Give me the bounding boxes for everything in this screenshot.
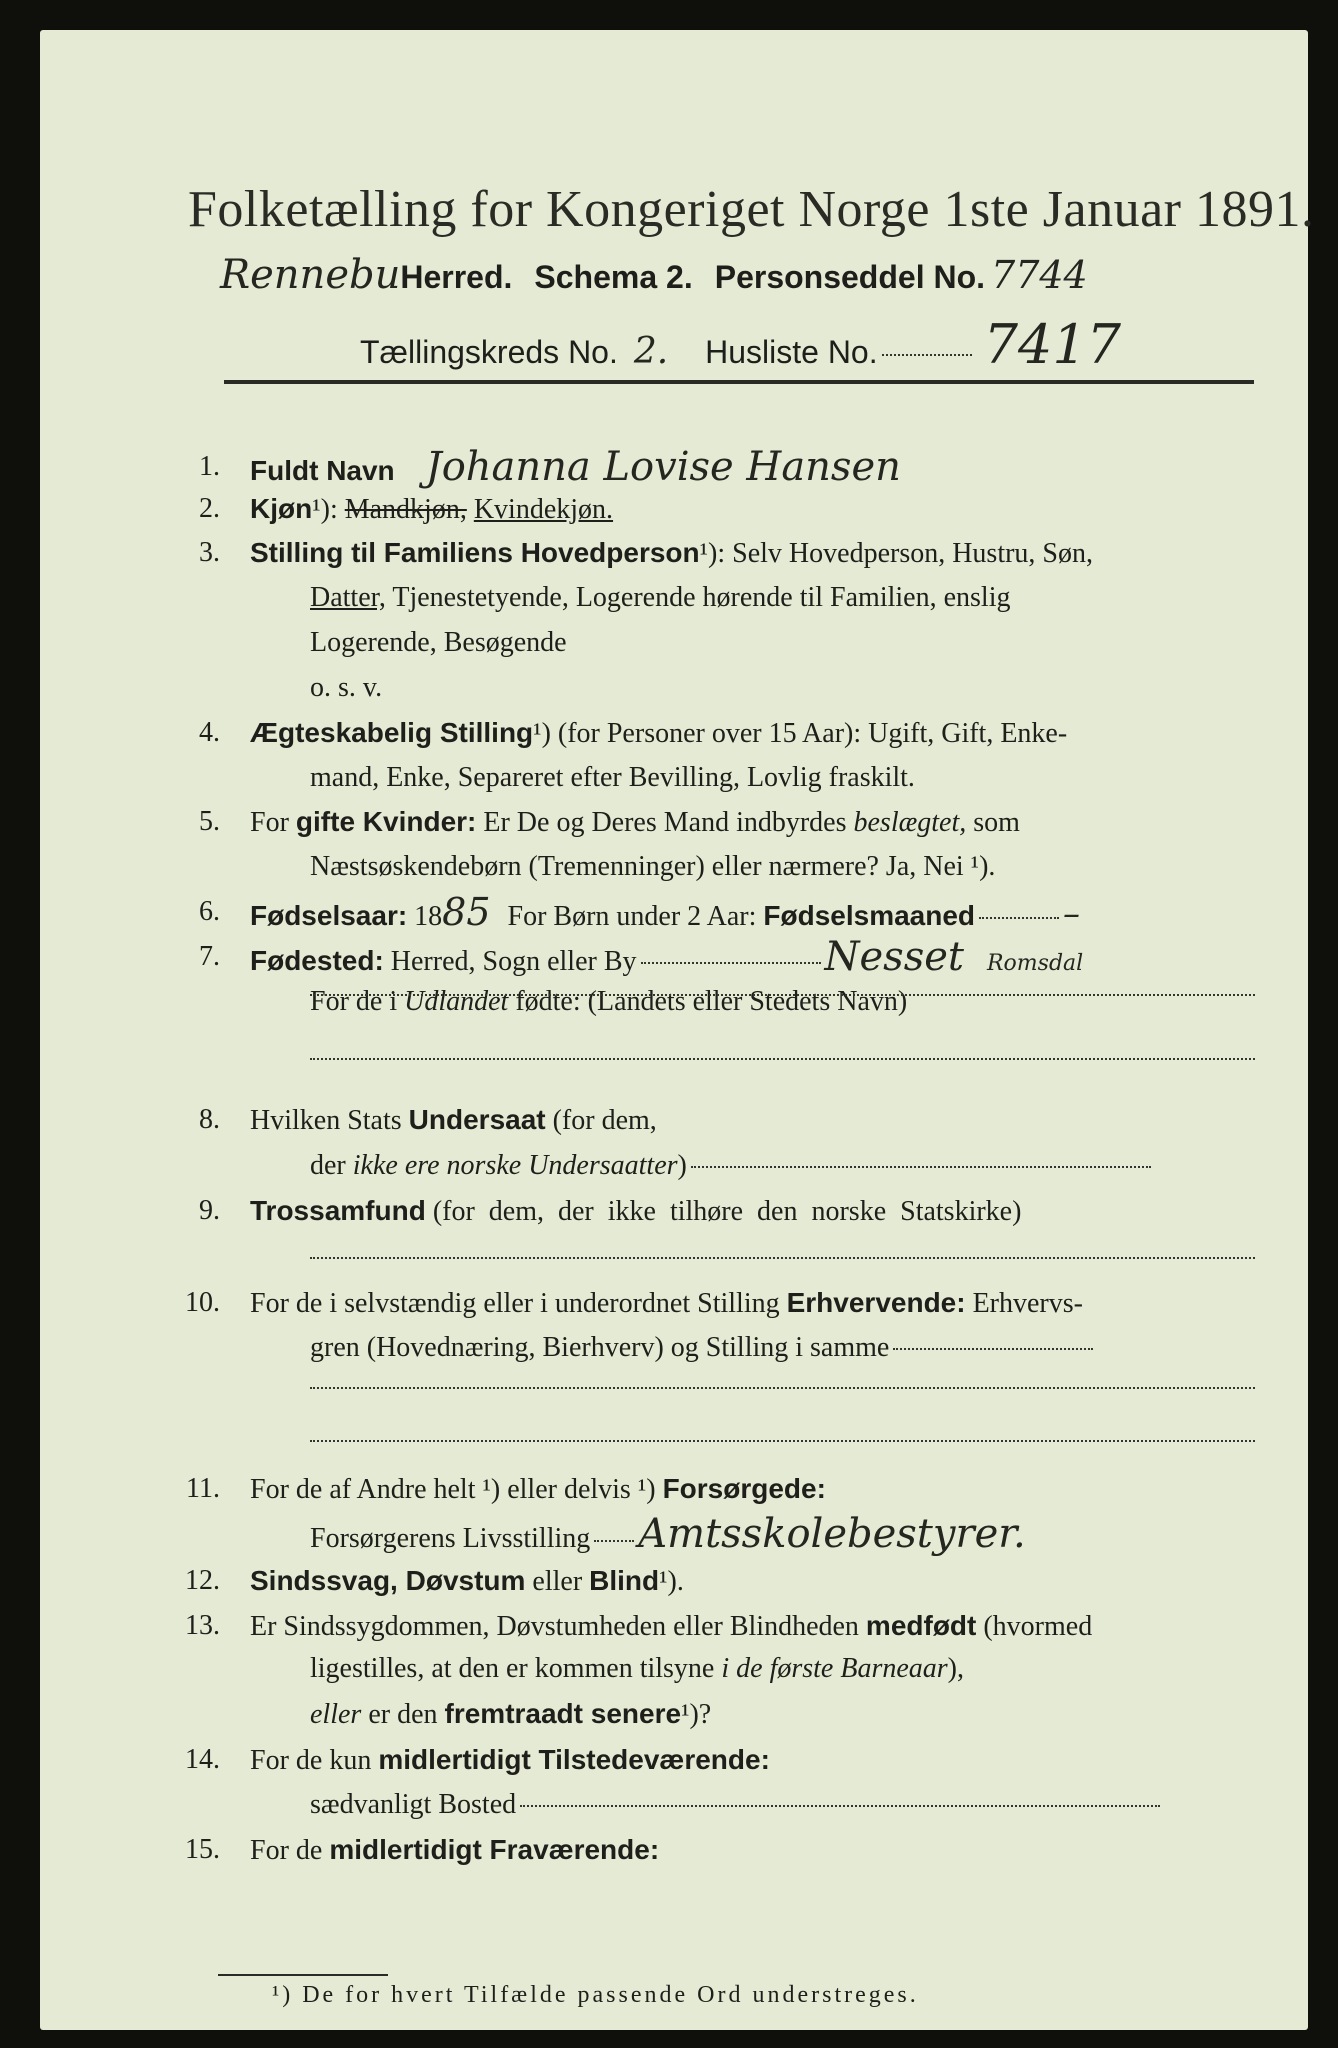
- q7-text: Herred, Sogn eller By: [390, 945, 637, 977]
- footnote-divider: [218, 1974, 388, 1976]
- q7-line2: [310, 979, 907, 1025]
- q3-line4: o. s. v.: [310, 672, 383, 703]
- q8-number: 8.: [199, 1104, 220, 1136]
- q10-blank-line1: [310, 1387, 1255, 1389]
- q15-pre: For de: [250, 1834, 323, 1866]
- q12-mid: eller: [532, 1566, 583, 1597]
- q12-end: ¹).: [659, 1566, 684, 1597]
- herred-label: Herred.: [400, 259, 513, 295]
- q14-number: 14.: [185, 1743, 220, 1775]
- q5-line1-mid: Er De og Deres Mand indbyrdes: [483, 807, 847, 839]
- q9-number: 9.: [199, 1194, 220, 1226]
- q3-label: Stilling til Familiens Hovedperson: [250, 536, 700, 568]
- q9-blank-line: [310, 1257, 1255, 1259]
- q6-row: [250, 889, 1080, 940]
- census-form: [40, 30, 1315, 2030]
- q13-row: [250, 1603, 1092, 1650]
- q2-number: 2.: [199, 493, 220, 525]
- q7-answer: Nesset: [824, 933, 964, 980]
- q15-row: [250, 1827, 659, 1874]
- q5-line1-end: som: [973, 807, 1020, 839]
- q9-label: Trossamfund: [250, 1194, 426, 1226]
- header-divider: [224, 380, 1254, 384]
- q2-row: [250, 486, 613, 533]
- q6-label: Fødselsaar:: [250, 899, 408, 931]
- q5-label: gifte Kvinder:: [295, 806, 477, 838]
- q5-line1-italic: beslægtet,: [853, 807, 967, 839]
- q2-mandkjon: Mandkjøn,: [344, 494, 467, 526]
- q2-kvindekjon: Kvindekjøn.: [473, 494, 614, 526]
- q10-pre: For de i selvstændig eller i underordnet Stilling: [250, 1287, 780, 1319]
- q10-number: 10.: [185, 1286, 220, 1318]
- q4-number: 4.: [199, 717, 220, 749]
- q9-rest: (for dem, der ikke tilhøre den norske Statskirke): [432, 1195, 1022, 1227]
- header-line-kreds: [360, 313, 1121, 376]
- q13-line3-label: fremtraadt senere: [444, 1698, 682, 1730]
- personseddel-label: Personseddel No.: [714, 259, 986, 295]
- q3-number: 3.: [199, 536, 220, 568]
- q14-pre: For de kun: [250, 1744, 372, 1776]
- q8-line2-end: ): [677, 1149, 687, 1181]
- q15-label: midlertidigt Fraværende:: [329, 1833, 660, 1865]
- q12-label2: Blind: [589, 1565, 660, 1596]
- q13-pre: Er Sindssygdommen, Døvstumheden eller Blindheden: [250, 1611, 859, 1643]
- q14-line2-text: sædvanligt Bosted: [310, 1788, 517, 1820]
- taellingskreds-label: Tællingskreds No.: [360, 334, 618, 370]
- q12-row: [250, 1558, 684, 1605]
- personseddel-value: 7744: [991, 253, 1088, 297]
- footnote: ¹) De for hvert Tilfælde passende Ord understreges.: [272, 1982, 919, 2008]
- q5-pre: For: [250, 807, 289, 839]
- q11-row: [250, 1466, 826, 1513]
- q3-row: [250, 530, 1093, 577]
- header-line-herred: [220, 252, 1088, 298]
- q13-line3-italic: eller: [310, 1699, 362, 1731]
- q13-line3-mid: er den: [368, 1699, 438, 1731]
- q1-answer: Johanna Lovise Hansen: [425, 444, 901, 491]
- q3-datter: Datter,: [310, 581, 386, 613]
- q7-line2-pre: For de i: [310, 985, 398, 1017]
- q8-rest: (for dem,: [552, 1105, 657, 1137]
- q14-row: [250, 1737, 770, 1784]
- q13-rest: (hvormed: [983, 1611, 1093, 1643]
- q6-month: –: [1063, 893, 1081, 934]
- q7-answer2: Romsdal: [986, 950, 1084, 976]
- q3-line3: Logerende, Besøgende: [310, 626, 567, 658]
- q6-mid: For Børn under 2 Aar:: [507, 900, 757, 932]
- q6-label2: Fødselsmaaned: [763, 899, 976, 931]
- q10-label: Erhvervende:: [786, 1286, 966, 1318]
- q8-line2: [310, 1143, 1155, 1189]
- q7-line2-rest: fødte: (Landets eller Stedets Navn): [515, 985, 908, 1017]
- q6-prefix: 18: [414, 900, 443, 932]
- schema-label: Schema 2.: [534, 259, 693, 295]
- q7-line2-italic: Udlandet: [404, 985, 509, 1017]
- q6-number: 6.: [199, 895, 220, 927]
- q11-answer: Amtsskolebestyrer.: [638, 1511, 1026, 1557]
- q8-line2-italic: ikke ere norske Undersaatter: [352, 1149, 678, 1181]
- q4-label: Ægteskabelig Stilling: [250, 717, 534, 749]
- q10-line2: [310, 1325, 1097, 1371]
- q10-row: [250, 1280, 1083, 1327]
- q7-number: 7.: [199, 940, 220, 972]
- q3-line1-rest: ¹): Selv Hovedperson, Hustru, Søn,: [699, 537, 1094, 569]
- q1-number: 1.: [199, 451, 220, 483]
- form-title: Folketælling for Kongeriget Norge 1ste Januar 1891.: [188, 181, 1315, 238]
- q3-line2: [310, 575, 1010, 621]
- q12-label: Sindssvag, Døvstum: [250, 1565, 526, 1596]
- q5-number: 5.: [199, 806, 220, 838]
- husliste-label: Husliste No.: [705, 334, 878, 370]
- taellingskreds-value: 2.: [633, 331, 669, 372]
- q6-year: 85: [442, 889, 491, 934]
- q10-line2-text: gren (Hovednæring, Bierhverv) og Stilling i samme: [310, 1331, 890, 1363]
- q9-row: [250, 1188, 1021, 1235]
- q11-pre: For de af Andre helt ¹) eller delvis ¹): [250, 1473, 656, 1505]
- q8-pre: Hvilken Stats: [250, 1105, 402, 1137]
- q2-label: Kjøn: [250, 493, 313, 525]
- q1-label: Fuldt Navn: [250, 455, 395, 487]
- q8-line2-pre: der: [310, 1149, 346, 1181]
- husliste-value: 7417: [983, 313, 1122, 376]
- herred-handwritten: Rennebu: [220, 252, 401, 298]
- q2-sup: ¹):: [312, 494, 338, 526]
- q14-line2: [310, 1782, 1164, 1828]
- q11-line2-text: Forsørgerens Livsstilling: [310, 1523, 591, 1554]
- q4-line2: mand, Enke, Separeret efter Bevilling, Lovlig fraskilt.: [310, 762, 915, 794]
- q8-label: Undersaat: [408, 1104, 546, 1136]
- q13-number: 13.: [185, 1610, 220, 1642]
- q15-number: 15.: [185, 1833, 220, 1865]
- q11-number: 11.: [186, 1472, 220, 1504]
- q8-row: [250, 1097, 657, 1144]
- q11-line2: [310, 1511, 1026, 1562]
- q13-line3-end: ¹)?: [681, 1699, 712, 1731]
- q13-line2-italic: i de første Barneaar: [721, 1653, 948, 1685]
- q4-row: [250, 710, 1067, 757]
- q12-number: 12.: [185, 1565, 220, 1596]
- q3-line2-rest: Tjenestetyende, Logerende hørende til Familien, enslig: [392, 581, 1011, 613]
- q7-blank-line: [310, 1058, 1255, 1060]
- q5-line2: Næstsøskendebørn (Tremenninger) eller nærmere? Ja, Nei ¹).: [310, 850, 996, 882]
- q13-label: medfødt: [865, 1610, 977, 1642]
- q13-line2-pre: ligestilles, at den er kommen tilsyne: [310, 1653, 715, 1685]
- q13-line2: [310, 1646, 964, 1692]
- q13-line2-end: ),: [947, 1653, 964, 1685]
- q7-label: Fødested:: [250, 944, 384, 976]
- q10-blank-line2: [310, 1440, 1255, 1442]
- q10-rest: Erhvervs-: [972, 1287, 1083, 1319]
- q11-label: Forsørgede:: [662, 1472, 826, 1504]
- q5-row: [250, 799, 1020, 846]
- q13-line3: [310, 1691, 711, 1738]
- q4-line1-rest: ¹) (for Personer over 15 Aar): Ugift, Gift, Enke-: [533, 718, 1068, 750]
- q14-label: midlertidigt Tilstedeværende:: [378, 1743, 770, 1775]
